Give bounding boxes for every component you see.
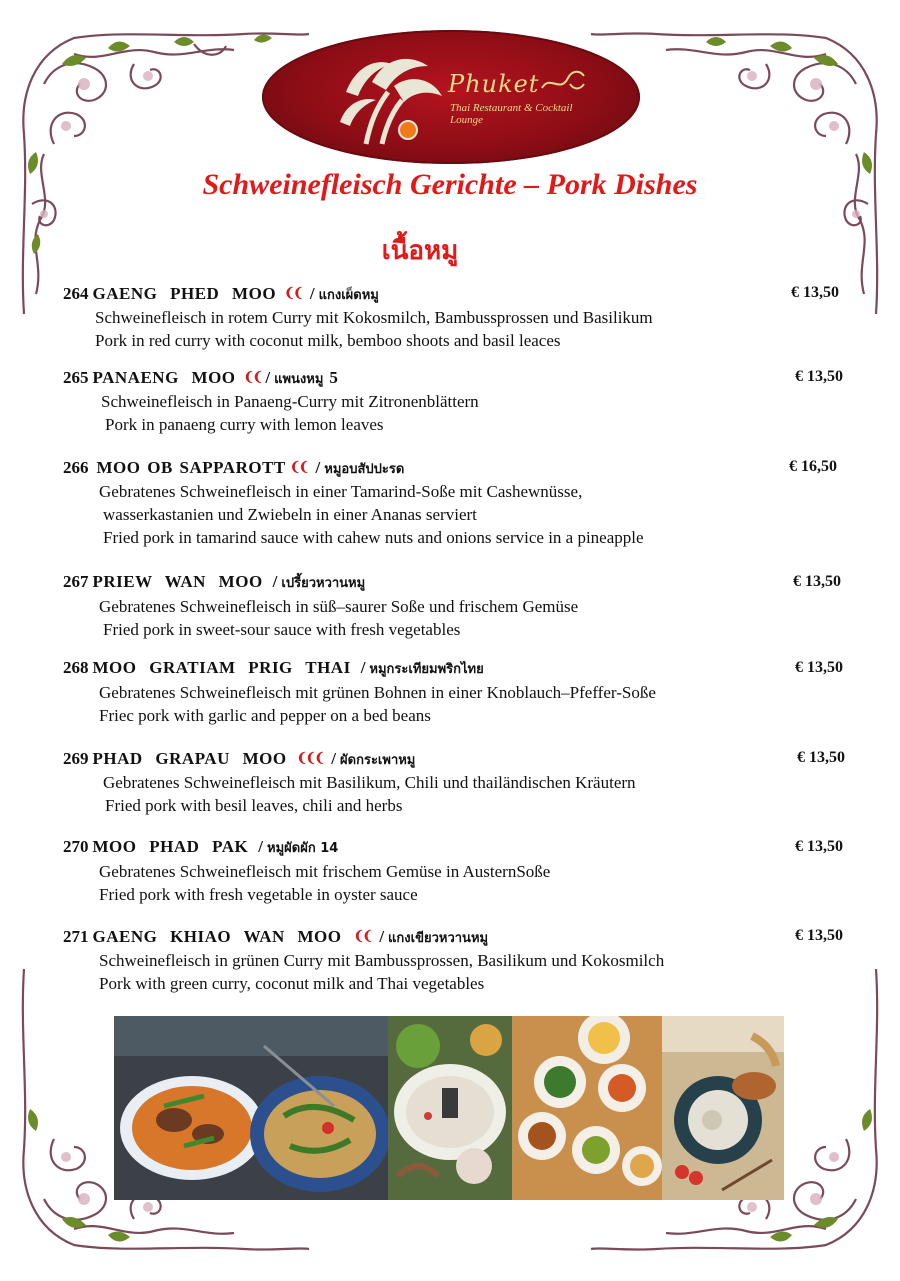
item-thai-name: ผัดกระเพาหมู [340, 753, 416, 768]
item-name: MOO PHAD PAK [92, 837, 249, 856]
page-title: Schweinefleisch Gerichte – Pork Dishes [202, 168, 698, 201]
item-description-de: Schweinefleisch in grünen Curry mit Bambussprossen, Basilikum und Kokosmilch [99, 951, 665, 970]
item-thai-name: หมูอบสัปปะรด [324, 462, 405, 477]
item-name: GAENG PHED MOO [92, 284, 277, 303]
item-description-en: Friec pork with garlic and pepper on a bed beans [99, 706, 431, 725]
item-number: 266 [63, 458, 89, 477]
logo-subtitle: Thai Restaurant & Cocktail Lounge [450, 102, 573, 126]
menu-item: 264 GAENG PHED MOO ❨❨ / แกงเผ็ดหมู € 13,50 Schweinefleisch in rotem Curry mit Kokosmilch, Bambussprossen und Basilikum Pork in red curry with coconut milk, bemboo shoots and basil leaces [63, 280, 853, 364]
item-description-de-line2: wasserkastanien und Zwiebeln in einer Ananas serviert [103, 505, 477, 524]
item-name: PRIEW WAN MOO [92, 572, 263, 591]
item-name: MOO OB SAPPAROTT [96, 458, 286, 477]
item-price: € 13,50 [795, 368, 843, 385]
food-photo-clay-pot [662, 1016, 784, 1200]
menu-item: 267 PRIEW WAN MOO / เปรี้ยวหวานหมู € 13,50 Gebratenes Schweinefleisch in süß–saurer Soße und frischem Gemüse Fried pork in sweet-sour sauce with fresh vegetables [63, 569, 853, 655]
item-thai-name: เปรี้ยวหวานหมู [281, 576, 366, 591]
item-description-en: Fried pork in sweet-sour sauce with fresh vegetables [103, 620, 461, 639]
thai-title: เนื้อหมู [381, 236, 459, 266]
item-description-en: Pork with green curry, coconut milk and Thai vegetables [99, 974, 485, 993]
item-number: 271 [63, 927, 89, 946]
item-number: 265 [63, 368, 89, 387]
menu-item: 268 MOO GRATIAM PRIG THAI / หมูกระเทียมพริกไทย € 13,50 Gebratenes Schweinefleisch mit grünen Bohnen in einer Knoblauch–Pfeffer-Soße Friec pork with garlic and pepper on a bed beans [63, 655, 853, 745]
item-number: 267 [63, 572, 89, 591]
palm-tree-logo-icon [336, 52, 446, 148]
item-description-en: Pork in panaeng curry with lemon leaves [105, 415, 384, 434]
food-photo-strip [114, 1016, 784, 1200]
chili-icon: ❨❨ [284, 285, 302, 300]
item-price: € 13,50 [791, 284, 839, 301]
chili-icon: ❨❨ [243, 369, 262, 384]
item-number: 269 [63, 749, 89, 768]
item-price: € 16,50 [789, 458, 837, 475]
item-thai-name: หมูกระเทียมพริกไทย [369, 662, 484, 677]
item-description-de: Gebratenes Schweinefleisch mit grünen Bohnen in einer Knoblauch–Pfeffer-Soße [99, 683, 656, 702]
item-description-de: Gebratenes Schweinefleisch in einer Tamarind-Soße mit Cashewnüsse, [99, 482, 583, 501]
item-description-de: Gebratenes Schweinefleisch mit frischem Gemüse in AusternSoße [99, 862, 551, 881]
item-name: GAENG KHIAO WAN MOO [92, 927, 342, 946]
logo-name: Phuket [448, 70, 540, 98]
item-price: € 13,50 [795, 659, 843, 676]
item-name: PANAENG MOO [92, 368, 236, 387]
menu-item: 266 MOO OB SAPPAROTT ❨❨ / หมูอบสัปปะรด € 16,50 Gebratenes Schweinefleisch in einer Tamarind-Soße mit Cashewnüsse, wasserkastanien und Zwiebeln in einer Ananas serviert Fried pork in tamarind sauce with cahew nuts and onions service in a pineapple [63, 454, 853, 569]
item-number: 268 [63, 658, 89, 677]
item-description-de: Schweinefleisch in rotem Curry mit Kokosmilch, Bambussprossen und Basilikum [95, 308, 653, 327]
item-name: MOO GRATIAM PRIG THAI [92, 658, 351, 677]
chili-icon: ❨❨ [289, 459, 308, 474]
item-number: 270 [63, 837, 89, 856]
item-price: € 13,50 [795, 838, 843, 855]
menu-items [63, 280, 853, 1003]
item-description-de: Gebratenes Schweinefleisch mit Basilikum, Chili und thailändischen Kräutern [103, 773, 636, 792]
item-name: PHAD GRAPAU MOO [92, 749, 287, 768]
chili-icon: ❨❨ [353, 928, 372, 943]
item-description-en: Pork in red curry with coconut milk, bemboo shoots and basil leaces [95, 331, 561, 350]
menu-item: 269 PHAD GRAPAU MOO ❨❨❨ / ผัดกระเพาหมู € 13,50 Gebratenes Schweinefleisch mit Basilikum, Chili und thailändischen Kräutern Fried pork with besil leaves, chili and herbs [63, 745, 853, 834]
food-photo-soup [388, 1016, 512, 1200]
item-description-en: Fried pork with besil leaves, chili and herbs [105, 796, 403, 815]
restaurant-logo [262, 30, 640, 164]
food-photo-dips [512, 1016, 662, 1200]
item-thai-name: แกงเผ็ดหมู [318, 288, 379, 303]
item-price: € 13,50 [795, 927, 843, 944]
item-number: 264 [63, 284, 89, 303]
food-photo-curry [114, 1016, 388, 1200]
item-description-en: Fried pork with fresh vegetable in oyster sauce [99, 885, 418, 904]
item-description-de: Schweinefleisch in Panaeng-Curry mit Zitronenblättern [101, 392, 479, 411]
item-price: € 13,50 [793, 573, 841, 590]
item-description-de: Gebratenes Schweinefleisch in süß–saurer Soße und frischem Gemüse [99, 597, 579, 616]
item-description-en: Fried pork in tamarind sauce with cahew nuts and onions service in a pineapple [103, 528, 644, 547]
chili-icon: ❨❨❨ [296, 750, 324, 765]
item-thai-name: แพนงหมู [274, 372, 324, 387]
item-thai-name: แกงเขียวหวานหมู [388, 931, 489, 946]
dragon-icon [540, 64, 586, 96]
menu-item: 265 PANAENG MOO ❨❨ / แพนงหมู 5 € 13,50 Schweinefleisch in Panaeng-Curry mit Zitronenblättern Pork in panaeng curry with lemon leaves [63, 364, 853, 454]
menu-item: 271 GAENG KHIAO WAN MOO ❨❨ / แกงเขียวหวานหมู € 13,50 Schweinefleisch in grünen Curry mit Bambussprossen, Basilikum und Kokosmilch Pork with green curry, coconut milk and Thai vegetables [63, 923, 853, 1003]
item-extra-number: 5 [329, 368, 338, 387]
menu-item: 270 MOO PHAD PAK / หมูผัดผัก 14 € 13,50 Gebratenes Schweinefleisch mit frischem Gemüse in AusternSoße Fried pork with fresh vegetable in oyster sauce [63, 834, 853, 923]
item-price: € 13,50 [797, 749, 845, 766]
item-thai-name: หมูผัดผัก 14 [267, 841, 339, 856]
